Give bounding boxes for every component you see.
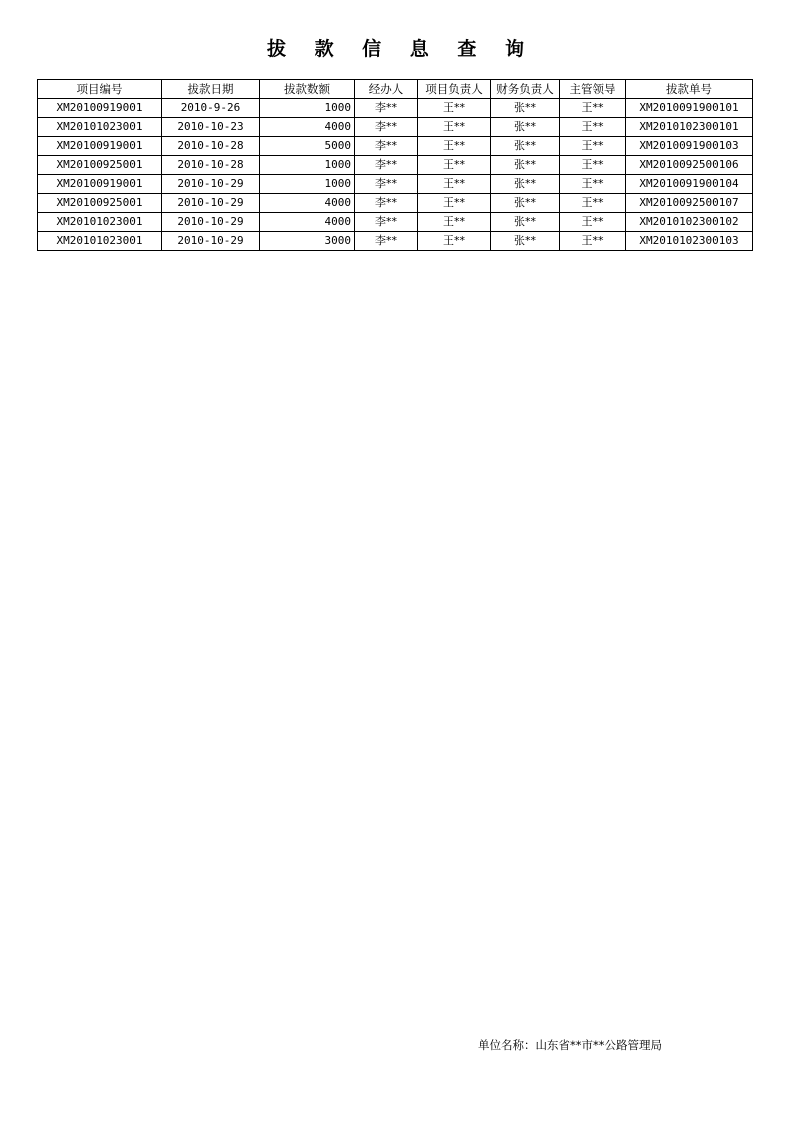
cell-amount: 5000 xyxy=(260,137,355,156)
cell-project-id: XM20100925001 xyxy=(38,194,162,213)
table-row xyxy=(38,156,753,175)
cell-supervisor: 王** xyxy=(560,99,626,118)
cell-supervisor: 王** xyxy=(560,156,626,175)
cell-supervisor: 王** xyxy=(560,213,626,232)
cell-handler: 李** xyxy=(355,99,418,118)
cell-supervisor: 王** xyxy=(560,232,626,251)
cell-date: 2010-9-26 xyxy=(162,99,260,118)
cell-finance-lead: 张** xyxy=(491,175,560,194)
table-row xyxy=(38,137,753,156)
cell-project-id: XM20100925001 xyxy=(38,156,162,175)
cell-date: 2010-10-28 xyxy=(162,137,260,156)
cell-project-lead: 王** xyxy=(418,99,491,118)
cell-handler: 李** xyxy=(355,232,418,251)
cell-project-id: XM20101023001 xyxy=(38,118,162,137)
cell-handler: 李** xyxy=(355,156,418,175)
cell-voucher-id: XM2010092500107 xyxy=(626,194,753,213)
cell-date: 2010-10-29 xyxy=(162,232,260,251)
disbursement-table xyxy=(37,79,753,251)
cell-amount: 1000 xyxy=(260,175,355,194)
cell-handler: 李** xyxy=(355,175,418,194)
unit-name: 单位名称：山东省**市**公路管理局 xyxy=(478,1038,662,1052)
cell-voucher-id: XM2010102300102 xyxy=(626,213,753,232)
cell-supervisor: 王** xyxy=(560,194,626,213)
cell-finance-lead: 张** xyxy=(491,194,560,213)
cell-amount: 4000 xyxy=(260,194,355,213)
table-row xyxy=(38,232,753,251)
header-project-id: 项目编号 xyxy=(38,80,162,99)
cell-finance-lead: 张** xyxy=(491,137,560,156)
cell-amount: 1000 xyxy=(260,156,355,175)
header-amount: 拔款数额 xyxy=(260,80,355,99)
cell-voucher-id: XM2010091900101 xyxy=(626,99,753,118)
table-row xyxy=(38,118,753,137)
cell-date: 2010-10-29 xyxy=(162,194,260,213)
cell-finance-lead: 张** xyxy=(491,156,560,175)
cell-project-lead: 王** xyxy=(418,156,491,175)
cell-voucher-id: XM2010091900103 xyxy=(626,137,753,156)
cell-voucher-id: XM2010102300103 xyxy=(626,232,753,251)
header-handler: 经办人 xyxy=(355,80,418,99)
cell-finance-lead: 张** xyxy=(491,99,560,118)
cell-amount: 4000 xyxy=(260,213,355,232)
cell-supervisor: 王** xyxy=(560,118,626,137)
table-body xyxy=(38,99,753,251)
table-row xyxy=(38,99,753,118)
cell-amount: 3000 xyxy=(260,232,355,251)
cell-supervisor: 王** xyxy=(560,175,626,194)
header-row xyxy=(38,80,753,99)
cell-voucher-id: XM2010092500106 xyxy=(626,156,753,175)
header-finance-lead: 财务负责人 xyxy=(491,80,560,99)
cell-voucher-id: XM2010102300101 xyxy=(626,118,753,137)
cell-date: 2010-10-29 xyxy=(162,213,260,232)
table-row xyxy=(38,175,753,194)
cell-supervisor: 王** xyxy=(560,137,626,156)
cell-project-lead: 王** xyxy=(418,213,491,232)
cell-handler: 李** xyxy=(355,118,418,137)
cell-finance-lead: 张** xyxy=(491,118,560,137)
cell-date: 2010-10-23 xyxy=(162,118,260,137)
cell-project-id: XM20100919001 xyxy=(38,99,162,118)
cell-project-lead: 王** xyxy=(418,175,491,194)
cell-project-lead: 王** xyxy=(418,232,491,251)
header-voucher-id: 拔款单号 xyxy=(626,80,753,99)
cell-handler: 李** xyxy=(355,213,418,232)
cell-voucher-id: XM2010091900104 xyxy=(626,175,753,194)
page-title: 拔 款 信 息 查 询 xyxy=(266,38,536,60)
cell-project-id: XM20100919001 xyxy=(38,175,162,194)
table-row xyxy=(38,194,753,213)
cell-amount: 1000 xyxy=(260,99,355,118)
cell-project-id: XM20101023001 xyxy=(38,213,162,232)
cell-project-lead: 王** xyxy=(418,194,491,213)
cell-project-id: XM20100919001 xyxy=(38,137,162,156)
cell-project-id: XM20101023001 xyxy=(38,232,162,251)
cell-finance-lead: 张** xyxy=(491,213,560,232)
cell-date: 2010-10-28 xyxy=(162,156,260,175)
cell-handler: 李** xyxy=(355,137,418,156)
table-row xyxy=(38,213,753,232)
header-date: 拔款日期 xyxy=(162,80,260,99)
cell-date: 2010-10-29 xyxy=(162,175,260,194)
cell-project-lead: 王** xyxy=(418,137,491,156)
header-project-lead: 项目负责人 xyxy=(418,80,491,99)
header-supervisor: 主管领导 xyxy=(560,80,626,99)
cell-amount: 4000 xyxy=(260,118,355,137)
cell-handler: 李** xyxy=(355,194,418,213)
cell-project-lead: 王** xyxy=(418,118,491,137)
cell-finance-lead: 张** xyxy=(491,232,560,251)
